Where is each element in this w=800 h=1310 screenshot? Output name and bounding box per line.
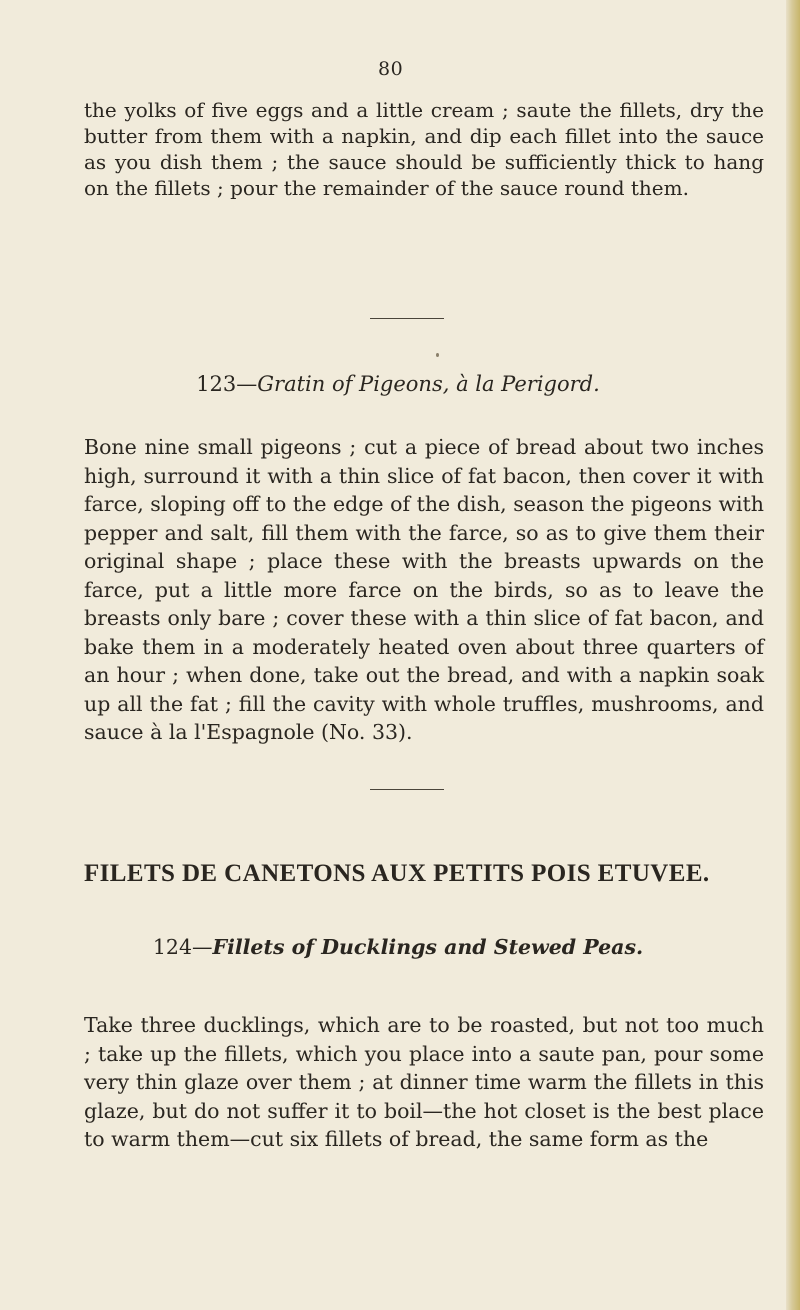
continuation-paragraph: the yolks of five eggs and a little cream ; saute the fillets, dry the butter from them with a napkin, and dip each fillet into the sauce as you dish them ; the sauce should be sufficiently thick to hang on the fillets ; pour the remainder of the sauce round them. — [84, 98, 764, 200]
ink-speck — [436, 353, 439, 357]
page-edge — [786, 0, 800, 1310]
recipe-124-number: 124— — [152, 935, 213, 959]
divider-rule — [370, 789, 444, 790]
recipe-123-title: Gratin of Pigeons, à la Perigord. — [257, 372, 600, 396]
recipe-124-heading — [0, 935, 798, 959]
recipe-123-body: Bone nine small pigeons ; cut a piece of bread about two inches high, surround it with a thin slice of fat bacon, then cover it with farce, sloping off to the edge of the dish, season the pigeons with pepper and salt, fill them with the farce, so as to give them their original shape ; place these with the breasts upwards on the farce, put a little more farce on the birds, so as to leave the breasts only bare ; cover these with a thin slice of fat bacon, and bake them in a moderately heated oven about three quarters of an hour ; when done, take out the bread, and with a napkin soak up all the fat ; fill the cavity with whole truffles, mushrooms, and sauce à la l'Espagnole (No. 33). — [84, 435, 764, 744]
section-heading: FILETS DE CANETONS AUX PETITS POIS ETUVEE. — [84, 860, 710, 887]
recipe-123-heading — [0, 372, 798, 396]
recipe-123-number: 123— — [196, 372, 258, 396]
page-number: 80 — [378, 58, 404, 80]
recipe-124-title: Fillets of Ducklings and Stewed Peas. — [212, 935, 644, 959]
divider-rule — [370, 318, 444, 319]
recipe-124-body: Take three ducklings, which are to be roasted, but not too much ; take up the fillets, which you place into a saute pan, pour some very thin glaze over them ; at dinner time warm the fillets in this glaze, but do not suffer it to boil—the hot closet is the best place to warm them—cut six fillets of bread, the same form as the — [84, 1013, 764, 1151]
